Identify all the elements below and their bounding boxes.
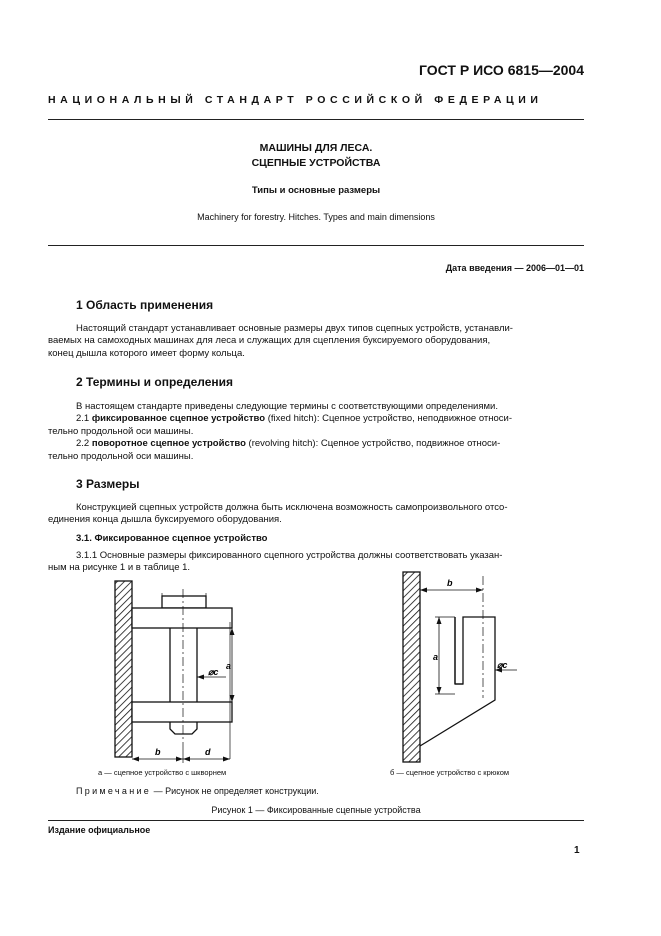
subsection-3-1-1-text: 3.1.1 Основные размеры фиксированного сцепного устройства должны соответствовать указан- ным на рисунке 1 и в таблице 1.: [48, 550, 503, 574]
label-b: b: [155, 747, 161, 757]
caption-b: б — сцепное устройство с крюком: [390, 768, 510, 777]
header-rule: [48, 119, 584, 120]
section-3-text: Конструкцией сцепных устройств должна быть исключена возможность самопроизвольного отсо- единения конца дышла буксируемого оборудования.: [48, 502, 508, 526]
subtitle: Типы и основные размеры: [251, 185, 381, 196]
subsection-3-1-heading: 3.1. Фиксированное сцепное устройство: [76, 533, 268, 544]
hook-body: [420, 617, 495, 746]
section-2-heading: 2 Термины и определения: [76, 375, 234, 389]
pin-body: [170, 628, 197, 702]
pin-cap: [162, 596, 206, 608]
label-c: ⌀c: [208, 667, 219, 677]
footer-rule: [48, 820, 584, 821]
figure-b-hook-hitch: [395, 570, 545, 765]
date-of-introduction: Дата введения — 2006—01—01: [445, 263, 584, 273]
figure-note: Примечание — Рисунок не определяет конструкции.: [76, 786, 319, 796]
standard-code: ГОСТ Р ИСО 6815—2004: [419, 62, 584, 78]
label-b: b: [447, 578, 453, 588]
label-a: a: [226, 661, 232, 671]
edition-label: Издание официальное: [48, 825, 151, 835]
wall-hatched: [115, 581, 132, 757]
caption-a: а — сцепное устройство с шкворнем: [98, 768, 227, 777]
page-number: 1: [574, 845, 580, 856]
title-line-1: МАШИНЫ ДЛЯ ЛЕСА.: [259, 142, 373, 154]
section-3-heading: 3 Размеры: [76, 477, 140, 491]
upper-plate: [132, 608, 232, 628]
term-fixed-hitch: фиксированное сцепное устройство: [91, 413, 266, 425]
title-rule: [48, 245, 584, 246]
term-revolving-hitch: поворотное сцепное устройство: [91, 438, 246, 450]
section-2-text: В настоящем стандарте приведены следующие термины с соответствующими определениями. 2.1 фиксированное сцепное устройство (fixed hitch): Сцепное устройство, неподвижное относи- тельно продольной оси машины. 2.2 поворотное сцепное устройство (revolving hitch): Сцепное устройство, подвижное относи- тельно продольной оси машины.: [48, 401, 513, 462]
national-standard-banner: НАЦИОНАЛЬНЫЙ СТАНДАРТ РОССИЙСКОЙ ФЕДЕРАЦИИ: [48, 94, 543, 106]
section-1-text: Настоящий стандарт устанавливает основные размеры двух типов сцепных устройств, устанавли- ваемых на самоходных машинах для леса и служащих для сцепления буксируемого оборудования, конец дышла которого имеет форму кольца.: [48, 323, 513, 359]
figure-a-pin-hitch: [100, 577, 250, 767]
title-line-2: СЦЕПНЫЕ УСТРОЙСТВА: [251, 157, 381, 169]
label-c: ⌀c: [497, 660, 508, 670]
label-d: d: [205, 747, 211, 757]
pin-tip: [170, 722, 197, 734]
lower-plate: [132, 702, 232, 722]
label-a: a: [433, 652, 439, 662]
english-title: Machinery for forestry. Hitches. Types and main dimensions: [197, 212, 435, 222]
figure-caption: Рисунок 1 — Фиксированные сцепные устройства: [211, 805, 421, 815]
section-1-heading: 1 Область применения: [76, 298, 214, 312]
wall-hatched: [403, 572, 420, 762]
